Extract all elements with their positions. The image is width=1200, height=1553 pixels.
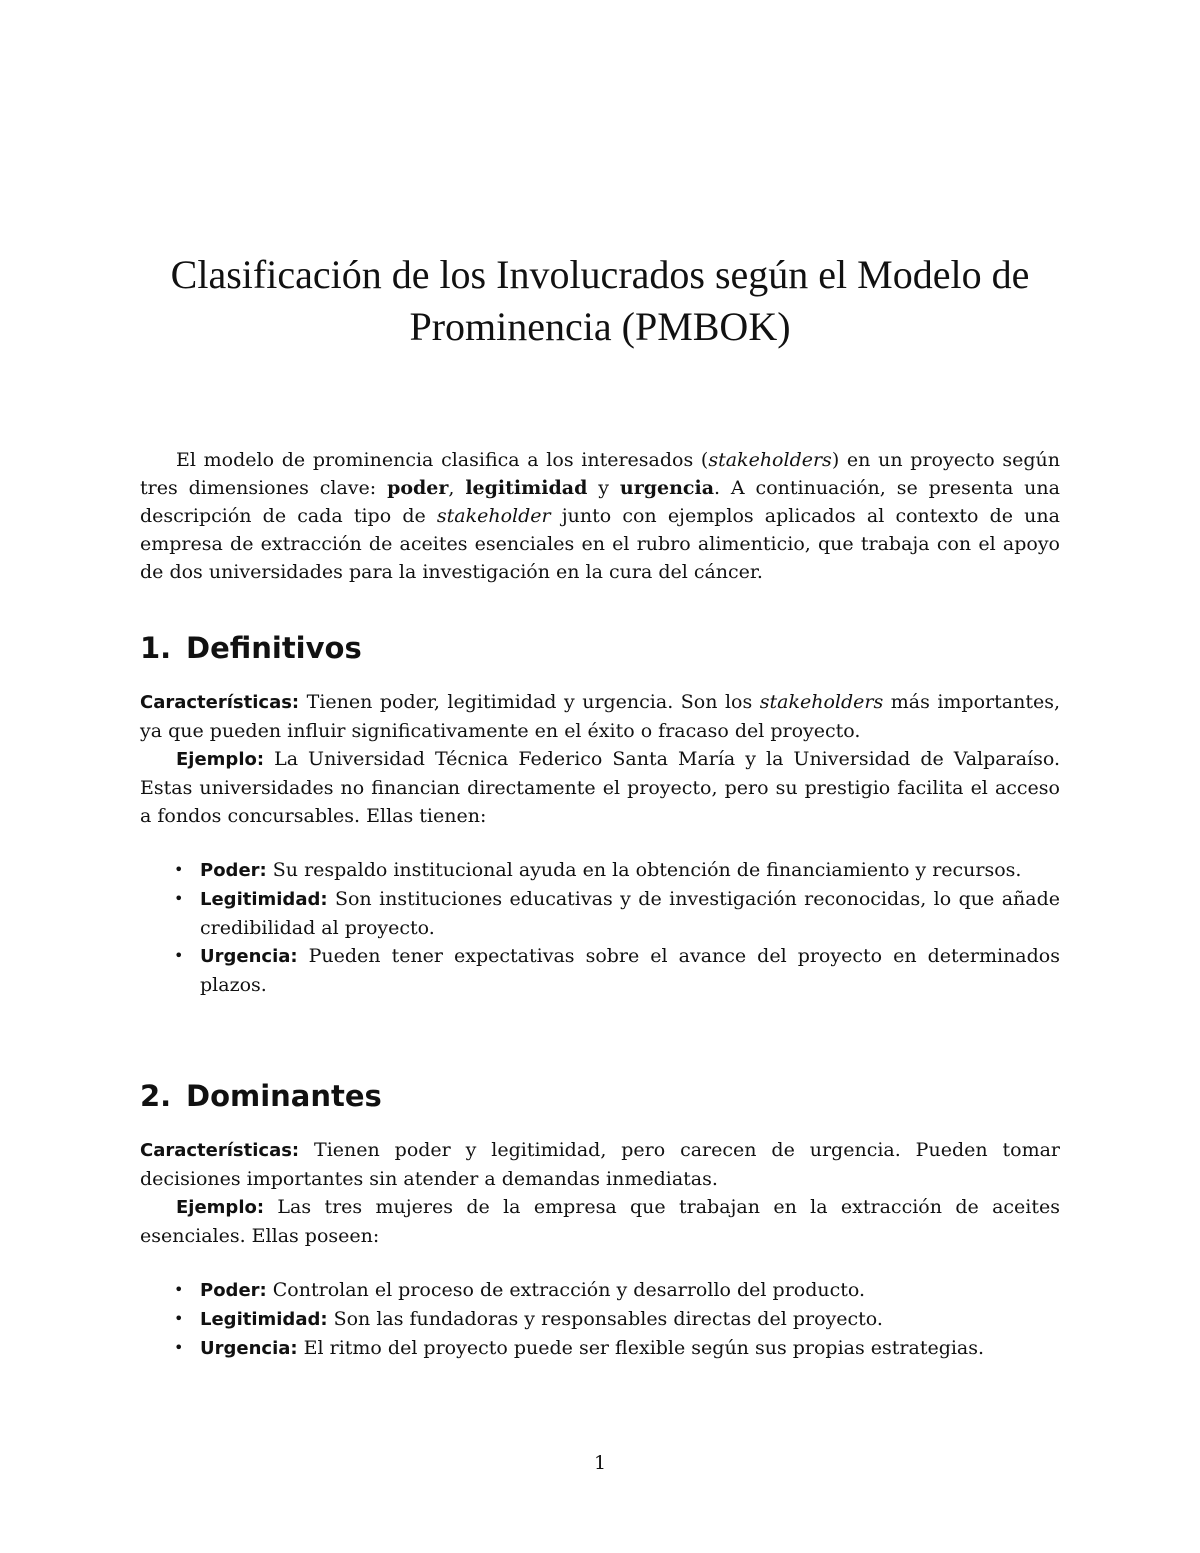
list-item bbox=[140, 1334, 1060, 1363]
intro-text-3: . A continuación, se presenta una descripción de cada tipo de bbox=[140, 477, 1060, 527]
list-item bbox=[140, 1276, 1060, 1305]
list-item bbox=[140, 856, 1060, 885]
bullet-text: Controlan el proceso de extracción y desarrollo del producto. bbox=[266, 1279, 866, 1301]
caracteristicas-text-1: Tienen poder, legitimidad y urgencia. Son los bbox=[299, 691, 760, 713]
section-title: Definitivos bbox=[186, 631, 362, 665]
title-line-1: Clasificación de los Involucrados según el Modelo de bbox=[170, 251, 1030, 297]
ejemplo-label: Ejemplo: bbox=[176, 749, 265, 770]
bullet-label: Poder: bbox=[200, 1280, 267, 1301]
section-definitivos-body bbox=[140, 688, 1060, 830]
section-title: Dominantes bbox=[186, 1079, 382, 1113]
page-number: 1 bbox=[593, 1452, 607, 1474]
intro-kw-urgencia: urgencia bbox=[619, 477, 714, 499]
list-item bbox=[140, 885, 1060, 942]
section-dominantes-body bbox=[140, 1136, 1060, 1250]
bullet-text: Su respaldo institucional ayuda en la obtención de financiamiento y recursos. bbox=[266, 859, 1022, 881]
definitivos-bullet-list bbox=[140, 856, 1060, 999]
intro-kw-poder: poder bbox=[387, 477, 449, 499]
bullet-icon: • bbox=[174, 1309, 184, 1328]
bullet-label: Urgencia: bbox=[200, 946, 298, 967]
section-heading-dominantes bbox=[140, 1078, 1060, 1114]
section-heading-definitivos bbox=[140, 630, 1060, 666]
caracteristicas-label: Características: bbox=[140, 692, 300, 713]
caracteristicas-em: stakeholders bbox=[759, 691, 884, 713]
ejemplo-text: La Universidad Técnica Federico Santa María y la Universidad de Valparaíso. Estas universidades no financian directamente el proyecto, pero su prestigio facilita el acceso a fondos concursables. Ellas tienen: bbox=[140, 748, 1060, 827]
bullet-label: Legitimidad: bbox=[200, 1309, 328, 1330]
intro-and: y bbox=[587, 477, 620, 499]
caracteristicas-label: Características: bbox=[140, 1140, 300, 1161]
caracteristicas-text: Tienen poder y legitimidad, pero carecen de urgencia. Pueden tomar decisiones importantes sin atender a demandas inmediatas. bbox=[140, 1139, 1060, 1190]
intro-em-stakeholder: stakeholder bbox=[436, 505, 551, 527]
list-item bbox=[140, 1305, 1060, 1334]
ejemplo-label: Ejemplo: bbox=[176, 1197, 265, 1218]
intro-text-4: junto con ejemplos aplicados al contexto de una empresa de extracción de aceites esenciales en el rubro alimenticio, que trabaja con el apoyo de dos universidades para la investigación en la cura del cáncer. bbox=[140, 505, 1060, 583]
ejemplo-text: Las tres mujeres de la empresa que trabajan en la extracción de aceites esenciales. Ellas poseen: bbox=[140, 1196, 1060, 1247]
list-item bbox=[140, 942, 1060, 999]
intro-em-stakeholders: stakeholders bbox=[708, 449, 832, 471]
bullet-label: Urgencia: bbox=[200, 1338, 298, 1359]
bullet-icon: • bbox=[174, 1280, 184, 1299]
bullet-text: El ritmo del proyecto puede ser flexible según sus propias estrategias. bbox=[297, 1337, 985, 1359]
intro-comma: , bbox=[448, 477, 466, 499]
title-line-2: Prominencia (PMBOK) bbox=[409, 303, 791, 349]
bullet-icon: • bbox=[174, 860, 184, 879]
bullet-label: Poder: bbox=[200, 860, 267, 881]
bullet-text: Son instituciones educativas y de investigación reconocidas, lo que añade credibilidad al proyecto. bbox=[200, 888, 1060, 939]
intro-text-1: El modelo de prominencia clasifica a los interesados ( bbox=[176, 449, 709, 471]
bullet-text: Son las fundadoras y responsables directas del proyecto. bbox=[327, 1308, 883, 1330]
intro-kw-legitimidad: legitimidad bbox=[465, 477, 588, 499]
intro-paragraph bbox=[140, 446, 1060, 586]
bullet-icon: • bbox=[174, 889, 184, 908]
bullet-icon: • bbox=[174, 1338, 184, 1357]
bullet-label: Legitimidad: bbox=[200, 889, 328, 910]
section-number: 1. bbox=[140, 631, 172, 665]
section-number: 2. bbox=[140, 1079, 172, 1113]
dominantes-bullet-list bbox=[140, 1276, 1060, 1363]
bullet-icon: • bbox=[174, 946, 184, 965]
caracteristicas-text-2: más importantes, ya que pueden influir significativamente en el éxito o fracaso del proyecto. bbox=[140, 691, 1060, 742]
intro-text-2: ) en un proyecto según tres dimensiones clave: bbox=[140, 449, 1060, 499]
bullet-text: Pueden tener expectativas sobre el avance del proyecto en determinados plazos. bbox=[200, 945, 1060, 996]
document-title bbox=[140, 249, 1060, 353]
